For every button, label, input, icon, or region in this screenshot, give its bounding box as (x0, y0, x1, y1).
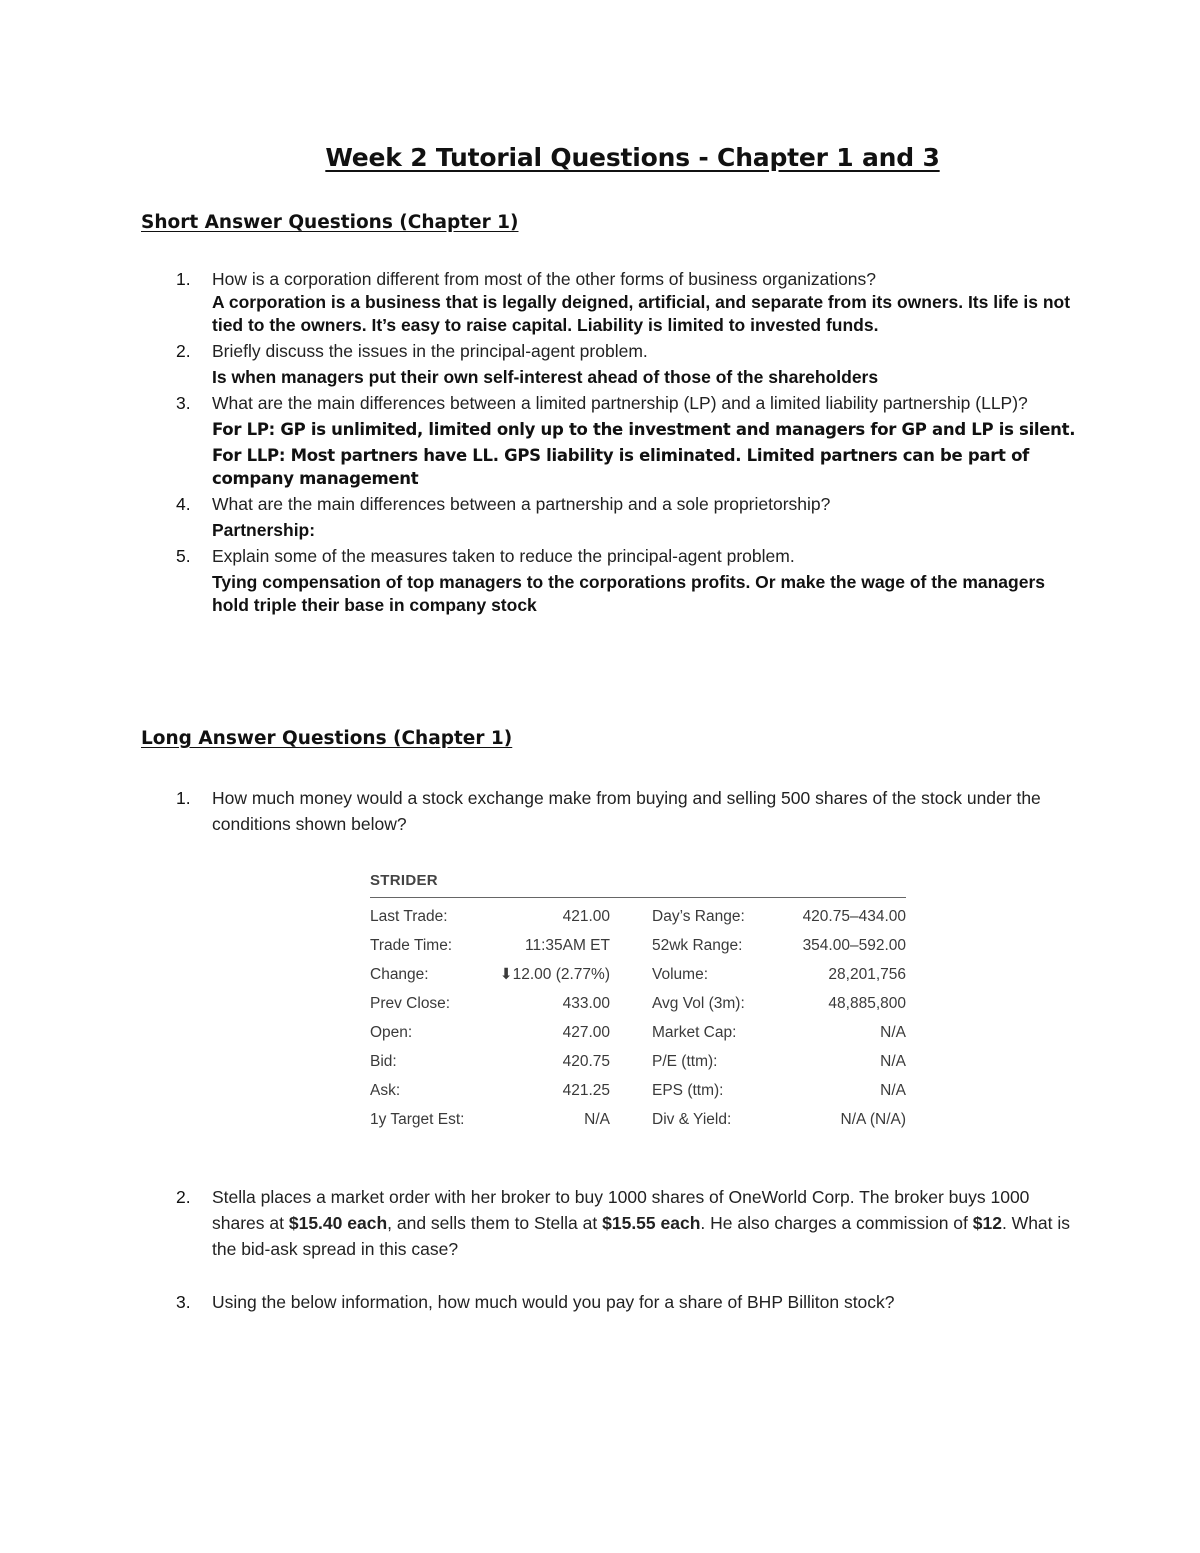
question-number: 3. (176, 393, 191, 413)
quote-value: 28,201,756 (828, 965, 906, 983)
question-item (141, 268, 1081, 337)
quote-label: Day’s Range: (652, 907, 745, 925)
quote-label: 52wk Range: (652, 936, 743, 954)
question-number: 1. (176, 269, 191, 289)
answer-text: Partnership: (212, 520, 316, 540)
stock-name: STRIDER (370, 872, 906, 898)
quote-spacer (610, 989, 652, 1018)
long-answer-q3 (141, 1289, 1081, 1315)
quote-row (370, 1018, 906, 1047)
quote-label: Ask: (370, 1081, 401, 1099)
quote-value: N/A (584, 1110, 610, 1128)
question-item (141, 493, 1081, 542)
quote-row (370, 989, 906, 1018)
quote-value: 354.00–592.00 (802, 936, 906, 954)
quote-value: 433.00 (562, 994, 610, 1012)
quote-spacer (610, 1018, 652, 1047)
quote-value: 11:35AM ET (524, 936, 610, 954)
quote-row (370, 902, 906, 931)
quote-label: Volume: (652, 965, 709, 983)
quote-spacer (610, 1047, 652, 1076)
question-text-part: Stella places a market order with her broker to buy 1000 shares of OneWorld Corp. The broker buys 1000 shares at (212, 1187, 1030, 1233)
question-item (141, 392, 1081, 490)
quote-row (370, 1076, 906, 1105)
stock-quote-table (370, 902, 906, 1134)
question-text-part: . He also charges a commission of (700, 1213, 973, 1233)
buy-price: $15.40 each (288, 1213, 388, 1233)
quote-spacer (610, 902, 652, 931)
quote-row (370, 1047, 906, 1076)
question-item (141, 545, 1081, 617)
quote-label: EPS (ttm): (652, 1081, 724, 1099)
question-text: How much money would a stock exchange make from buying and selling 500 shares of the stock under the conditions shown below? (212, 788, 1041, 834)
quote-row (370, 1105, 906, 1134)
question-text-part: , and sells them to Stella at (387, 1213, 603, 1233)
quote-label: Avg Vol (3m): (652, 994, 745, 1012)
quote-value: 427.00 (562, 1023, 610, 1041)
quote-value: 421.00 (562, 907, 610, 925)
quote-label: P/E (ttm): (652, 1052, 718, 1070)
quote-label: Open: (370, 1023, 413, 1041)
question-item (141, 1184, 1081, 1262)
quote-label: 1y Target Est: (370, 1110, 465, 1128)
question-text: Explain some of the measures taken to reduce the principal-agent problem. (212, 546, 795, 566)
question-item (141, 340, 1081, 389)
quote-label: Market Cap: (652, 1023, 737, 1041)
quote-value: N/A (880, 1081, 906, 1099)
question-item (141, 785, 1081, 837)
question-text: What are the main differences between a limited partnership (LP) and a limited liability partnership (LLP)? (212, 393, 1028, 413)
quote-value: 420.75–434.00 (802, 907, 906, 925)
quote-label: Last Trade: (370, 907, 448, 925)
quote-spacer (610, 1076, 652, 1105)
page-title: Week 2 Tutorial Questions - Chapter 1 and 3 (325, 143, 940, 172)
question-number: 3. (176, 1292, 191, 1312)
quote-label: Trade Time: (370, 936, 453, 954)
quote-value: 421.25 (562, 1081, 610, 1099)
long-answer-q1 (141, 785, 1081, 837)
quote-spacer (610, 931, 652, 960)
quote-value: 48,885,800 (828, 994, 906, 1012)
commission-amount: $12 (972, 1213, 1002, 1233)
short-answer-list (141, 268, 1081, 617)
quote-value: N/A (N/A) (840, 1110, 906, 1128)
quote-row (370, 960, 906, 989)
quote-spacer (610, 960, 652, 989)
answer-text: For LP: GP is unlimited, limited only up to the investment and managers for GP and LP is silent. (212, 420, 1076, 439)
quote-label: Prev Close: (370, 994, 451, 1012)
quote-label: Change: (370, 965, 429, 983)
answer-text-continued: For LLP: Most partners have LL. GPS liability is eliminated. Limited partners can be part of company management (212, 446, 1029, 488)
question-number: 5. (176, 546, 191, 566)
question-text: How is a corporation different from most of the other forms of business organizations? (212, 269, 877, 289)
quote-label: Bid: (370, 1052, 397, 1070)
question-text: What are the main differences between a partnership and a sole proprietorship? (212, 494, 831, 514)
quote-spacer (610, 1105, 652, 1134)
quote-label: Div & Yield: (652, 1110, 732, 1128)
sell-price: $15.55 each (602, 1213, 701, 1233)
quote-row (370, 931, 906, 960)
quote-value: N/A (880, 1052, 906, 1070)
quote-value: N/A (880, 1023, 906, 1041)
answer-text: A corporation is a business that is legally deigned, artificial, and separate from its owners. Its life is not tied to the owners. It’s easy to raise capital. Liability is limited to invested funds. (212, 292, 1071, 335)
question-item (141, 1289, 1081, 1315)
question-text: Briefly discuss the issues in the principal-agent problem. (212, 341, 648, 361)
question-number: 1. (176, 788, 191, 808)
long-answer-q2 (141, 1184, 1081, 1262)
answer-text: Tying compensation of top managers to the corporations profits. Or make the wage of the managers hold triple their base in company stock (212, 572, 1046, 615)
question-number: 4. (176, 494, 191, 514)
long-answer-heading: Long Answer Questions (Chapter 1) (141, 728, 513, 749)
question-number: 2. (176, 341, 191, 361)
question-text: Using the below information, how much would you pay for a share of BHP Billiton stock? (212, 1292, 895, 1312)
answer-text: Is when managers put their own self-interest ahead of those of the shareholders (212, 367, 879, 387)
quote-value: 420.75 (562, 1052, 610, 1070)
question-text-part: . What is the bid-ask spread in this case? (212, 1213, 1071, 1259)
stock-quote-panel (370, 872, 906, 1134)
question-text (212, 1184, 1081, 1262)
short-answer-heading: Short Answer Questions (Chapter 1) (141, 212, 519, 233)
question-number: 2. (176, 1187, 191, 1207)
quote-value: ⬇12.00 (2.77%) (499, 966, 610, 983)
